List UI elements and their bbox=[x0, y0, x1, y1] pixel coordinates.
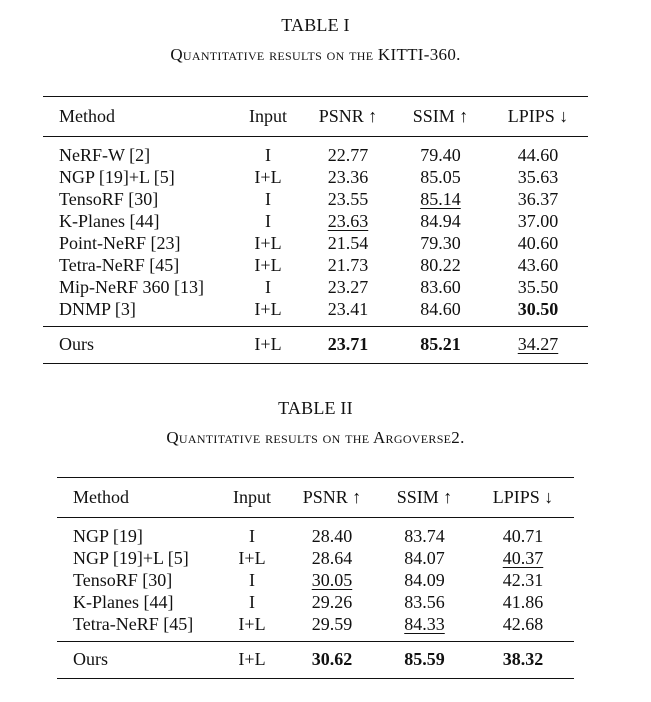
table-row bbox=[43, 166, 588, 188]
method-cell: NGP [19] bbox=[73, 526, 143, 546]
method-cell: Tetra-NeRF [45] bbox=[73, 614, 194, 634]
lpips-cell: 40.60 bbox=[517, 233, 559, 253]
header-method: Method bbox=[59, 106, 115, 126]
table-2-label: TABLE II bbox=[278, 398, 353, 418]
header-input: Input bbox=[249, 106, 287, 126]
lpips-cell: 37.00 bbox=[517, 211, 559, 231]
ssim-cell: 83.56 bbox=[404, 592, 445, 612]
ssim-cell: 83.60 bbox=[420, 277, 461, 297]
method-cell: DNMP [3] bbox=[59, 299, 136, 319]
method-cell: NeRF-W [2] bbox=[59, 145, 151, 165]
table-row bbox=[43, 137, 588, 167]
input-cell: I bbox=[265, 277, 271, 297]
lpips-cell: 41.86 bbox=[502, 592, 544, 612]
ssim-cell: 79.40 bbox=[420, 145, 461, 165]
input-cell: I bbox=[265, 145, 271, 165]
table-row-ours bbox=[43, 327, 588, 364]
psnr-cell-second-best: 23.63 bbox=[327, 211, 369, 231]
table-2-title: Quantitative results on the Argoverse2. bbox=[166, 428, 465, 447]
table-2 bbox=[57, 477, 574, 679]
ssim-cell: 79.30 bbox=[420, 233, 461, 253]
ssim-cell: 85.05 bbox=[420, 167, 461, 187]
input-cell: I+L bbox=[254, 233, 282, 253]
psnr-cell: 23.55 bbox=[327, 189, 369, 209]
lpips-cell: 43.60 bbox=[517, 255, 559, 275]
psnr-cell: 28.64 bbox=[311, 548, 353, 568]
ssim-cell-best: 85.21 bbox=[420, 334, 461, 354]
lpips-cell: 42.31 bbox=[502, 570, 544, 590]
method-cell: Mip-NeRF 360 [13] bbox=[59, 277, 204, 297]
input-cell: I+L bbox=[254, 167, 282, 187]
table-1-title: Quantitative results on the KITTI-360. bbox=[170, 45, 461, 64]
table-row bbox=[57, 518, 574, 548]
ssim-cell-second-best: 84.33 bbox=[404, 614, 445, 634]
psnr-cell: 29.26 bbox=[311, 592, 353, 612]
psnr-cell: 29.59 bbox=[311, 614, 353, 634]
input-cell: I bbox=[249, 570, 255, 590]
psnr-cell-best: 23.71 bbox=[327, 334, 369, 354]
table-1 bbox=[43, 96, 588, 364]
input-cell: I bbox=[265, 211, 271, 231]
input-cell: I+L bbox=[254, 299, 282, 319]
table-row bbox=[57, 547, 574, 569]
ssim-cell-best: 85.59 bbox=[404, 649, 445, 669]
table-row bbox=[43, 276, 588, 298]
input-cell: I+L bbox=[254, 255, 282, 275]
psnr-cell: 23.27 bbox=[327, 277, 369, 297]
ssim-cell: 84.09 bbox=[404, 570, 445, 590]
psnr-cell: 28.40 bbox=[311, 526, 353, 546]
method-cell: Ours bbox=[59, 334, 94, 354]
input-cell: I+L bbox=[238, 614, 266, 634]
lpips-cell: 35.50 bbox=[517, 277, 559, 297]
lpips-cell: 40.71 bbox=[502, 526, 544, 546]
input-cell: I+L bbox=[238, 649, 266, 669]
psnr-cell-second-best: 30.05 bbox=[311, 570, 353, 590]
lpips-cell: 35.63 bbox=[517, 167, 559, 187]
input-cell: I+L bbox=[254, 334, 282, 354]
header-lpips: LPIPS ↓ bbox=[507, 106, 569, 126]
lpips-cell: 42.68 bbox=[502, 614, 544, 634]
lpips-cell-second-best: 40.37 bbox=[502, 548, 544, 568]
ssim-cell: 84.07 bbox=[404, 548, 445, 568]
method-cell: Tetra-NeRF [45] bbox=[59, 255, 180, 275]
method-cell: NGP [19]+L [5] bbox=[59, 167, 175, 187]
table-1-header-row bbox=[43, 97, 588, 137]
lpips-cell: 36.37 bbox=[517, 189, 559, 209]
ssim-cell-second-best: 85.14 bbox=[420, 189, 461, 209]
lpips-cell-second-best: 34.27 bbox=[517, 334, 559, 354]
header-method: Method bbox=[73, 487, 129, 507]
psnr-cell: 23.41 bbox=[327, 299, 369, 319]
lpips-cell: 44.60 bbox=[517, 145, 559, 165]
method-cell: TensoRF [30] bbox=[73, 570, 173, 590]
lpips-cell-best: 30.50 bbox=[517, 299, 559, 319]
table-row bbox=[43, 254, 588, 276]
method-cell: K-Planes [44] bbox=[59, 211, 160, 231]
method-cell: Ours bbox=[73, 649, 108, 669]
psnr-cell: 23.36 bbox=[327, 167, 369, 187]
ssim-cell: 83.74 bbox=[404, 526, 445, 546]
method-cell: Point-NeRF [23] bbox=[59, 233, 181, 253]
table-row-ours bbox=[57, 642, 574, 679]
table-1-label: TABLE I bbox=[281, 15, 350, 35]
header-psnr: PSNR ↑ bbox=[302, 487, 362, 507]
method-cell: TensoRF [30] bbox=[59, 189, 159, 209]
lpips-cell-best: 38.32 bbox=[502, 649, 544, 669]
input-cell: I+L bbox=[238, 548, 266, 568]
ssim-cell: 80.22 bbox=[420, 255, 461, 275]
table-row bbox=[43, 210, 588, 232]
table-row bbox=[57, 569, 574, 591]
header-ssim: SSIM ↑ bbox=[412, 106, 469, 126]
header-lpips: LPIPS ↓ bbox=[492, 487, 554, 507]
input-cell: I bbox=[249, 526, 255, 546]
ssim-cell: 84.94 bbox=[420, 211, 461, 231]
psnr-cell: 21.73 bbox=[327, 255, 369, 275]
psnr-cell-best: 30.62 bbox=[311, 649, 353, 669]
method-cell: NGP [19]+L [5] bbox=[73, 548, 189, 568]
header-ssim: SSIM ↑ bbox=[396, 487, 453, 507]
psnr-cell: 22.77 bbox=[327, 145, 369, 165]
table-row bbox=[43, 188, 588, 210]
input-cell: I bbox=[249, 592, 255, 612]
ssim-cell: 84.60 bbox=[420, 299, 461, 319]
table-2-header-row bbox=[57, 478, 574, 518]
method-cell: K-Planes [44] bbox=[73, 592, 174, 612]
table-row bbox=[43, 298, 588, 327]
table-row bbox=[43, 232, 588, 254]
table-row bbox=[57, 613, 574, 642]
header-input: Input bbox=[233, 487, 271, 507]
psnr-cell: 21.54 bbox=[327, 233, 369, 253]
input-cell: I bbox=[265, 189, 271, 209]
header-psnr: PSNR ↑ bbox=[318, 106, 378, 126]
table-row bbox=[57, 591, 574, 613]
